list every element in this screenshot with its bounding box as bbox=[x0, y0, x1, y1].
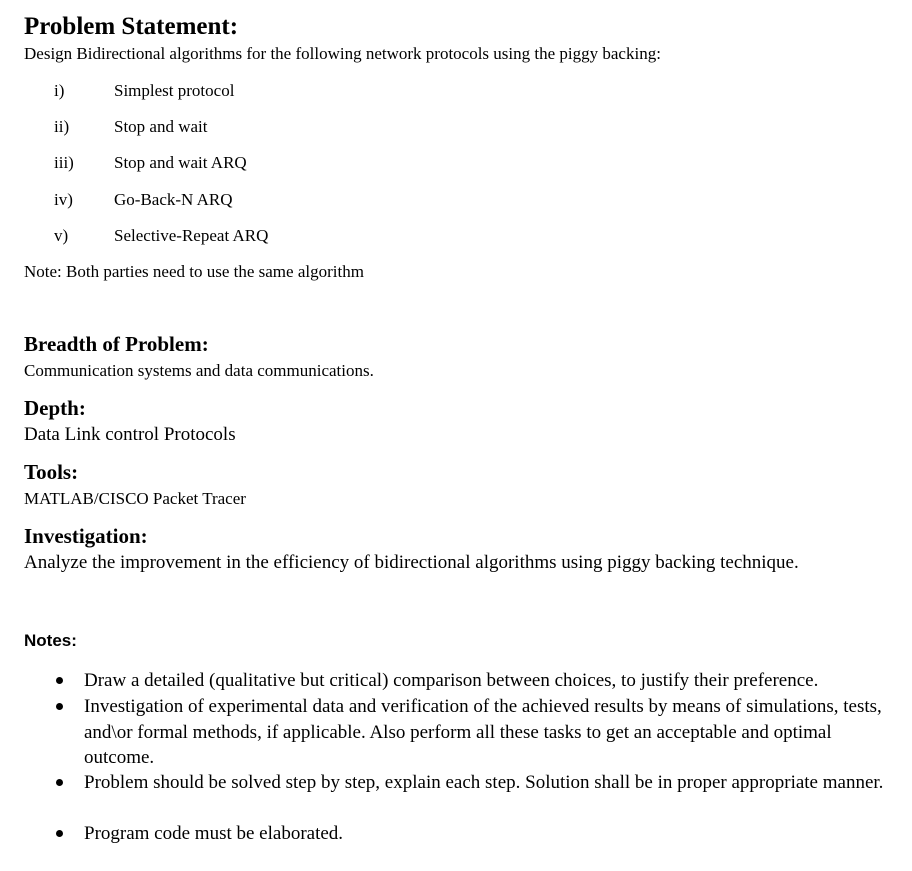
investigation-text: Analyze the improvement in the efficiency of bidirectional algorithms using piggy backing technique. bbox=[24, 552, 799, 573]
problem-statement-intro: Design Bidirectional algorithms for the following network protocols using the piggy backing: bbox=[24, 44, 661, 63]
list-item-number: iii) bbox=[54, 153, 74, 172]
list-item-number: v) bbox=[54, 226, 69, 245]
list-item-number: i) bbox=[54, 81, 65, 100]
list-item-label: Stop and wait ARQ bbox=[114, 153, 247, 172]
list-item: Investigation of experimental data and verification of the achieved results by means of simulations, tests, and\or formal methods, if applicable. Also perform all these tasks to get an acceptable and optimal outcome. bbox=[84, 696, 882, 768]
list-item: Problem should be solved step by step, explain each step. Solution shall be in proper appropriate manner. bbox=[84, 772, 884, 793]
investigation-heading: Investigation: bbox=[24, 524, 148, 548]
depth-text: Data Link control Protocols bbox=[24, 424, 236, 445]
list-item-number: iv) bbox=[54, 190, 73, 209]
tools-text: MATLAB/CISCO Packet Tracer bbox=[24, 489, 246, 508]
problem-note: Note: Both parties need to use the same algorithm bbox=[24, 262, 364, 281]
list-item-label: Selective-Repeat ARQ bbox=[114, 226, 269, 245]
list-item-label: Go-Back-N ARQ bbox=[114, 190, 233, 209]
problem-statement-heading: Problem Statement: bbox=[24, 13, 239, 40]
list-item: Draw a detailed (qualitative but critical) comparison between choices, to justify their preference. bbox=[84, 670, 819, 691]
list-item: Program code must be elaborated. bbox=[84, 823, 344, 844]
list-item-label: Stop and wait bbox=[114, 117, 208, 136]
bullet-dot-icon bbox=[56, 677, 63, 684]
list-item-number: ii) bbox=[54, 117, 70, 136]
bullet-dot-icon bbox=[56, 779, 63, 786]
notes-heading: Notes: bbox=[24, 631, 77, 650]
breadth-text: Communication systems and data communications. bbox=[24, 361, 374, 380]
list-item-label: Simplest protocol bbox=[114, 81, 235, 100]
tools-heading: Tools: bbox=[24, 460, 79, 484]
bullet-dot-icon bbox=[56, 703, 63, 710]
breadth-heading: Breadth of Problem: bbox=[24, 332, 209, 356]
bullet-dot-icon bbox=[56, 830, 63, 837]
depth-heading: Depth: bbox=[24, 396, 86, 420]
